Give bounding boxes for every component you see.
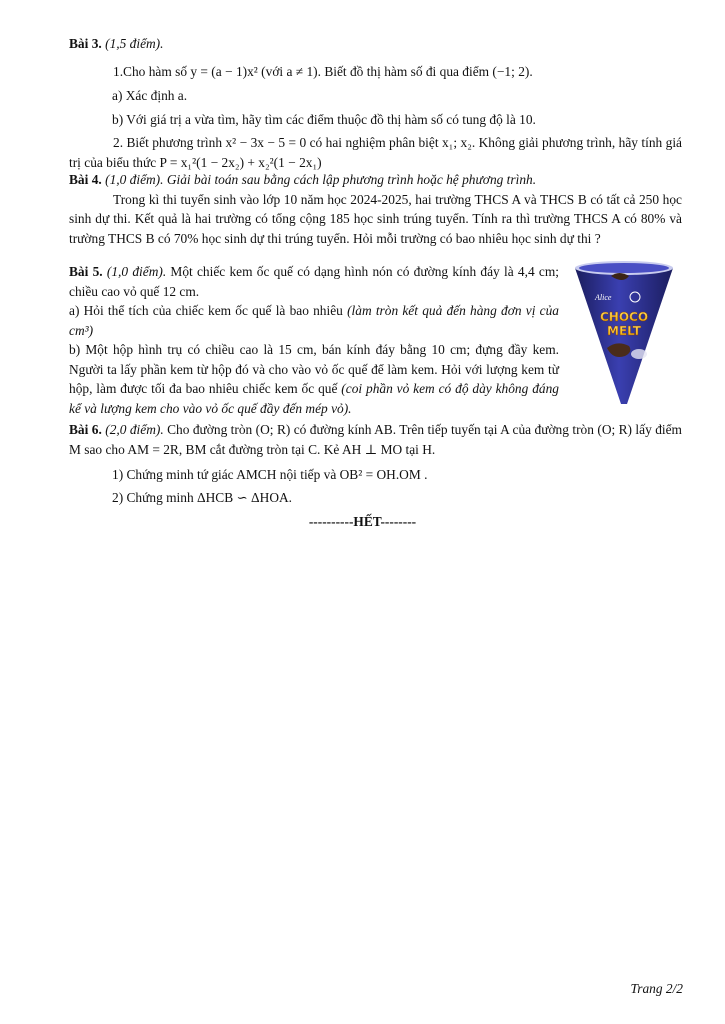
bai5-question-a: a) Hỏi thể tích của chiếc kem ốc quế là bao nhiêu bbox=[69, 303, 343, 318]
bai3-line2: a) Xác định a. bbox=[112, 88, 188, 103]
bai6-title: Bài 6. bbox=[69, 422, 102, 437]
cone-text-melt: MELT bbox=[607, 324, 641, 338]
bai3-points: (1,5 điểm). bbox=[105, 36, 164, 51]
bai5-intro: Một chiếc kem ốc quế có dạng hình nón có đường kính đáy là 4,4 cm; chiều cao vỏ quế 12 cm. bbox=[69, 264, 559, 299]
cone-brand: Alice bbox=[595, 293, 612, 302]
bai3-line1: 1.Cho hàm số y = (a − 1)x² (với a ≠ 1). Biết đồ thị hàm số đi qua điểm (−1; 2). bbox=[113, 63, 533, 79]
bai6-question2: 2) Chứng minh ΔHCB ∽ ΔHOA. bbox=[112, 489, 293, 505]
ice-cream-cone-image bbox=[573, 258, 675, 406]
bai6-intro: Cho đường tròn (O; R) có đường kính AB. Trên tiếp tuyến tại A của đường tròn (O; R) lấy điểm M sao cho AM = 2R, BM cắt đường tròn tại C. Kẻ AH ⊥ MO tại H. bbox=[69, 422, 682, 457]
bai3-line4: 2. Biết phương trình x² − 3x − 5 = 0 có hai nghiệm phân biệt x₁; x₂. Không giải phương trình, hãy tính giá trị của biểu thức P = x₁²(1 − 2x₂) + x₂²(1 − 2x₁) bbox=[69, 135, 682, 170]
bai4-body: Trong kì thi tuyển sinh vào lớp 10 năm học 2024-2025, hai trường THCS A và THCS B có tất cả 250 học sinh dự thi. Kết quả là hai trường có tổng cộng 185 học sinh trúng tuyển. Tính ra thì trường THCS A có 80% và trường THCS B có 70% học sinh dự thi trúng tuyển. Hỏi mỗi trường có bao nhiêu học sinh dự thi ? bbox=[69, 191, 682, 246]
bai5-title: Bài 5. bbox=[69, 264, 103, 279]
bai3-line3: b) Với giá trị a vừa tìm, hãy tìm các điểm thuộc đồ thị hàm số có tung độ là 10. bbox=[112, 111, 536, 127]
bai4-title: Bài 4. bbox=[69, 172, 102, 187]
bai6-question1: 1) Chứng minh tứ giác AMCH nội tiếp và OB² = OH.OM . bbox=[112, 467, 428, 482]
bai5-question-b: b) Một hộp hình trụ có chiều cao là 15 cm, bán kính đáy bằng 10 cm; đựng đầy kem. Người ta lấy phần kem từ hộp đó và cho vào vỏ ốc quế để làm kem. Hỏi với lượng kem từ hộp, làm được tối đa bao nhiêu chiếc kem ốc quế bbox=[69, 342, 559, 396]
cone-top bbox=[579, 263, 669, 273]
bai5-question-b-note: (coi phần vỏ kem có độ dày không đáng kể và lượng kem cho vào vỏ ốc quế đầy đến mép vỏ). bbox=[69, 381, 559, 416]
milk-splash bbox=[631, 349, 647, 359]
bai3-section bbox=[69, 34, 682, 172]
cone-text-choco: CHOCO bbox=[599, 310, 649, 324]
bai5-section bbox=[69, 262, 559, 418]
bai4-points: (1,0 điểm). Giải bài toán sau bằng cách lập phương trình hoặc hệ phương trình. bbox=[105, 172, 537, 187]
bai4-section bbox=[69, 170, 682, 248]
bai5-question-a-note: (làm tròn kết quả đến hàng đơn vị của cm³) bbox=[69, 303, 559, 338]
bai3-title: Bài 3. bbox=[69, 36, 102, 51]
bai5-points: (1,0 điểm). bbox=[106, 264, 167, 279]
bai6-points: (2,0 điểm). bbox=[105, 422, 164, 437]
bai6-section bbox=[69, 420, 682, 507]
end-marker: ----------HẾT-------- bbox=[308, 514, 417, 529]
page-number: Trang 2/2 bbox=[630, 981, 683, 996]
